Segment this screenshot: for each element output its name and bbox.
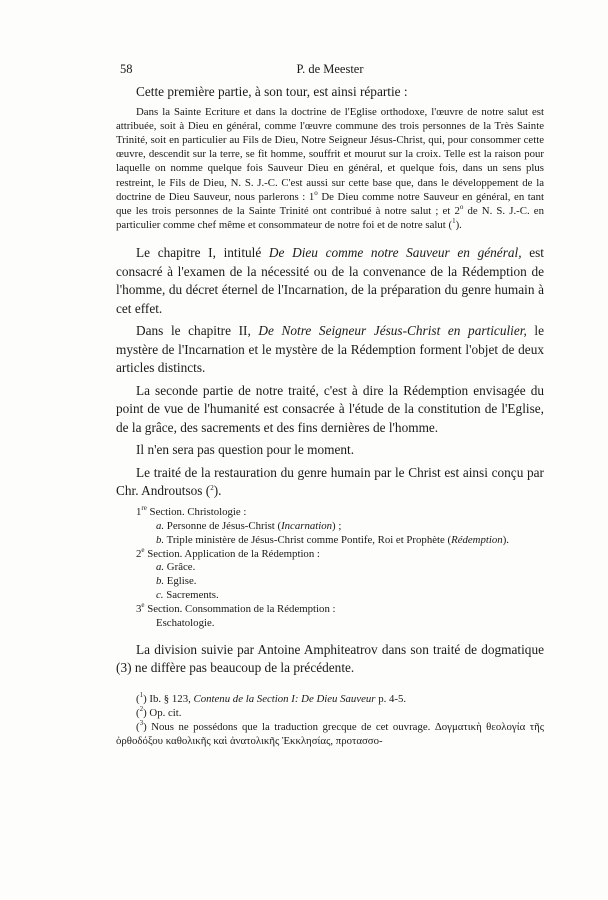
chapter-one-text: est consacré à l'examen de la nécessité ou de la convenance de la Rédemption de l'homme, du décret éternel de l'Incarnation, de la préparation du genre humain à cet effet. <box>116 245 544 316</box>
section-2-title: Section. Application de la Rédemption : <box>144 547 320 560</box>
section-3-title: Section. Consommation de la Rédemption : <box>144 603 336 616</box>
footnote-ref-2: 2 <box>210 484 214 493</box>
androutsos-end: ). <box>213 483 222 499</box>
outline-section-2 <box>116 545 544 562</box>
footnote-3-text: Nous ne possédons que la traduction grecque de cet ouvrage. Δογματικὴ θεολογία τῆς ὀρθοδόξου καθολικῆς καὶ ἀνατολικῆς Ἐκκλησίας, προτασσο- <box>116 720 544 747</box>
chapter-one-lead: Le chapitre I, intitulé <box>136 245 269 261</box>
chapter-one-paragraph <box>116 244 544 318</box>
running-header <box>120 62 540 78</box>
outline-section-3-item: Eschatologie. <box>156 617 215 630</box>
section-3-number: 3 <box>136 603 142 616</box>
androutsos-paragraph <box>116 464 544 501</box>
chapter-two-title: De Notre Seigneur Jésus-Christ en particulier, <box>258 323 527 339</box>
page-body <box>116 83 544 748</box>
section-1-ordinal: re <box>141 503 147 512</box>
block-quote <box>116 105 544 233</box>
chapter-one-title: De Dieu comme notre Sauveur en général, <box>268 245 522 261</box>
footnote-1-mark: 1 <box>139 690 144 699</box>
second-part-paragraph: La seconde partie de notre traité, c'est à dire la Rédemption envisagée du point de vue de l'humanité est consacrée à l'étude de la constitution de l'Eglise, de la grâce, des sacrements et des fins dernières de l'homme. <box>116 382 544 435</box>
footnote-3-mark: 3 <box>139 718 144 727</box>
not-question-paragraph: Il n'en sera pas question pour le moment. <box>136 442 355 458</box>
quote-text-2: De Dieu comme notre Sauveur en général, en tant que les trois personnes de la Sainte Trinité ont contribué à notre salut ; et 2 <box>116 190 544 217</box>
footnote-2-text: Op. cit. <box>146 706 182 719</box>
item-letter: c. <box>156 589 164 602</box>
quote-text-1: Dans la Sainte Ecriture et dans la doctrine de l'Eglise orthodoxe, l'œuvre de notre salut est attribuée, soit à Dieu en général, comme l'œuvre commune des trois personnes de la Très Sainte Trinité, soit en particulier au Fils de Dieu, Notre Seigneur Jésus-Christ, qui, pour consommer cette œuvre, descendit sur la terre, se fit homme, souffrit et mourut sur la croix. Telle est la raison pour laquelle on nomme quelque fois Sauveur Dieu en général, et quelque fois, dans un sens plus restreint, le Fils de Dieu, N. S. J.-C. C'est aussi sur cette base que, dans le développement de la doctrine de Dieu Sauveur, nous parlerons : 1 <box>116 105 544 203</box>
footnote-1-end: p. 4-5. <box>375 692 407 705</box>
item-text: Grâce. <box>164 561 196 574</box>
division-end: ) ne diffère pas beaucoup de la précédente. <box>127 660 355 676</box>
item-italic: Incarnation <box>281 519 333 532</box>
outline-section-2-item-b <box>116 575 544 589</box>
section-2-number: 2 <box>136 547 142 560</box>
item-text: Personne de Jésus-Christ ( <box>164 519 282 532</box>
quote-text-3: de N. S. J.-C. en particulier comme chef même et consommateur de notre foi et de notre salut ( <box>116 204 544 232</box>
division-text: La division suivie par Antoine Amphiteatrov dans son traité de dogmatique ( <box>116 641 544 676</box>
footnote-2-mark: 2 <box>139 704 144 713</box>
quote-ordinal-1: o <box>314 188 318 197</box>
item-italic: Rédemption <box>451 533 503 546</box>
item-end: ). <box>502 533 509 546</box>
outline-section-1-item-a <box>116 520 544 534</box>
chapter-two-text: le mystère de l'Incarnation et le mystère de la Rédemption forment l'objet de deux articles distincts. <box>116 323 545 376</box>
footnotes <box>116 692 544 748</box>
outline-section-1 <box>116 503 544 520</box>
quote-ordinal-2: o <box>459 202 464 211</box>
quote-text-end: ). <box>455 219 462 232</box>
section-2-ordinal: e <box>141 545 145 554</box>
item-text: Eglise. <box>164 575 197 588</box>
section-1-title: Section. Christologie : <box>146 505 247 518</box>
outline-section-1-item-b <box>116 534 544 548</box>
footnote-ref-1: 1 <box>452 217 456 226</box>
outline-section-2-item-c <box>116 589 544 603</box>
item-letter: b. <box>156 575 165 588</box>
chapter-two-lead: Dans le chapitre II, <box>136 323 259 339</box>
outline-section-3 <box>116 603 544 617</box>
intro-paragraph: Cette première partie, à son tour, est ainsi répartie : <box>136 84 408 99</box>
section-3-ordinal: e <box>141 601 145 610</box>
chapter-two-paragraph <box>116 322 544 378</box>
division-paragraph <box>116 641 544 678</box>
item-letter: a. <box>156 519 165 532</box>
section-1-number: 1 <box>136 505 142 518</box>
running-head-author: P. de Meester <box>296 62 364 76</box>
item-letter: a. <box>156 561 165 574</box>
footnote-3: ($^3$) Nous ne possédons que la traduction grecque de cet ouvrage. Δογματικὴ θεολογία τῆς ὀρθοδόξου καθολικῆς καὶ ἀνατολικῆς Ἐκκλησίας, προτασσο- <box>116 718 544 747</box>
footnote-1-text: Ib. § 123, <box>146 692 194 705</box>
footnote-2: ($^2$) Op. cit. <box>136 704 182 719</box>
treatise-outline <box>116 503 544 631</box>
footnote-1: ($^1$) Ib. § 123, Contenu de la Section I: De Dieu Sauveur p. 4-5. <box>136 690 407 705</box>
item-letter: b. <box>156 533 165 546</box>
androutsos-text: Le traité de la restauration du genre humain par le Christ est ainsi conçu par Chr. Androutsos ( <box>116 464 544 499</box>
page-number: 58 <box>120 62 133 76</box>
item-end: ) ; <box>332 519 342 532</box>
footnote-ref-3: 3 <box>120 660 128 676</box>
footnote-1-italic: Contenu de la Section I: De Dieu Sauveur <box>193 692 376 705</box>
outline-section-2-item-a <box>116 561 544 575</box>
item-text: Triple ministère de Jésus-Christ comme Pontife, Roi et Prophète ( <box>164 533 452 546</box>
item-text: Sacrements. <box>163 589 219 602</box>
